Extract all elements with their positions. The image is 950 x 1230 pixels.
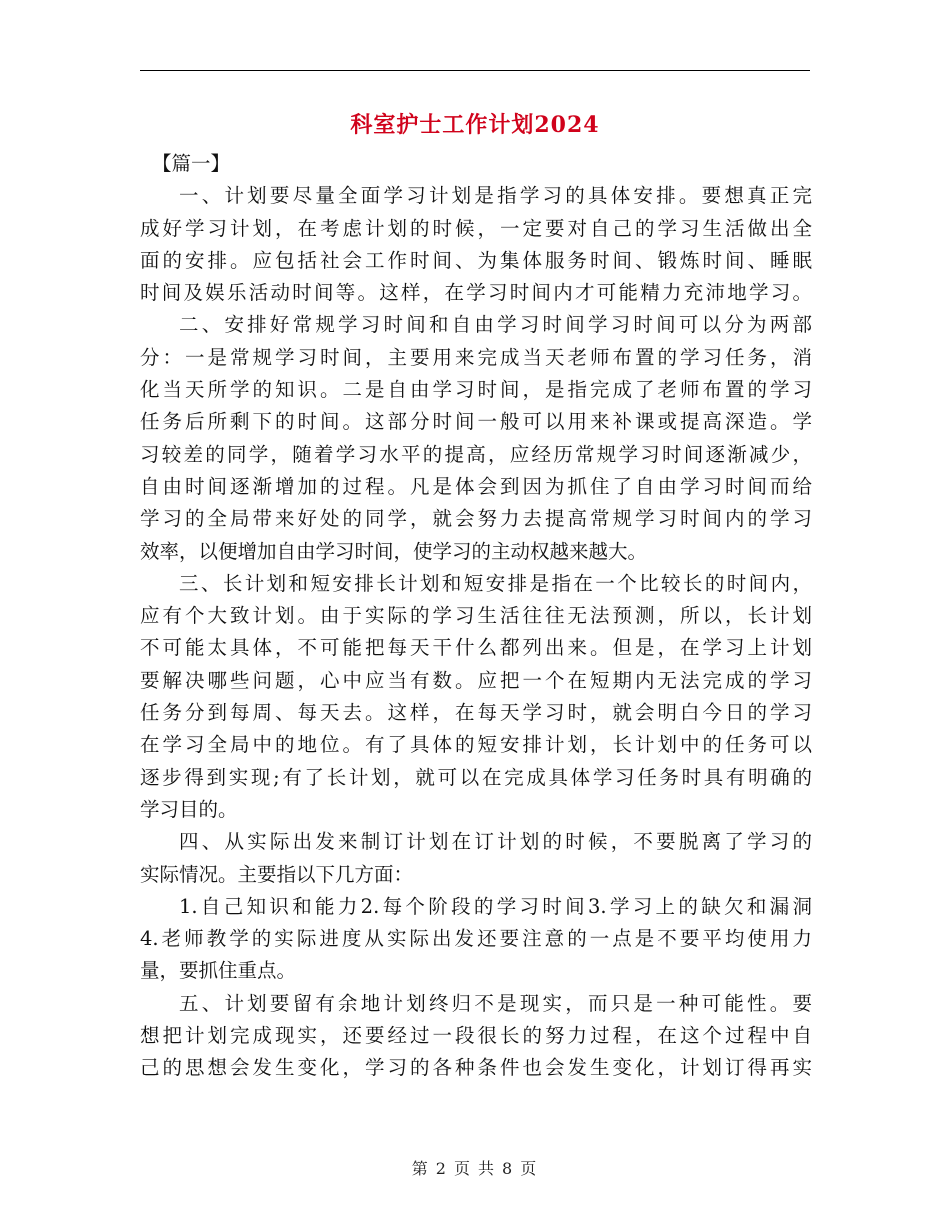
paragraph-line: 量，要抓住重点。 <box>140 959 297 983</box>
footer-page-word: 页 <box>453 1159 472 1178</box>
footer-suffix: 页 <box>520 1159 539 1178</box>
document-body <box>140 148 812 1085</box>
paragraph-line: 一、计划要尽量全面学习计划是指学习的具体安排。要想真正完 <box>179 184 812 208</box>
paragraph-line: 自由时间逐渐增加的过程。凡是体会到因为抓住了自由学习时间而给 <box>140 474 812 498</box>
paragraph-line: 时间及娱乐活动时间等。这样，在学习时间内才可能精力充沛地学习。 <box>140 281 812 305</box>
paragraph-line: 1.自己知识和能力2.每个阶段的学习时间3.学习上的缺欠和漏洞 <box>179 894 812 918</box>
paragraph-line: 四、从实际出发来制订计划在订计划的时候，不要脱离了学习的 <box>179 830 812 854</box>
paragraph-line: 成好学习计划，在考虑计划的时候，一定要对自己的学习生活做出全 <box>140 216 812 240</box>
paragraph-line: 应有个大致计划。由于实际的学习生活往往无法预测，所以，长计划 <box>140 604 812 628</box>
footer-total-word: 共 <box>478 1159 497 1178</box>
section-label: 【篇一】 <box>152 152 231 175</box>
paragraph-line: 在学习全局中的地位。有了具体的短安排计划，长计划中的任务可以 <box>140 733 812 757</box>
paragraph-line: 二、安排好常规学习时间和自由学习时间学习时间可以分为两部 <box>179 313 812 337</box>
paragraph-line: 化当天所学的知识。二是自由学习时间，是指完成了老师布置的学习 <box>140 378 812 402</box>
paragraph-line: 己的思想会发生变化，学习的各种条件也会发生变化，计划订得再实 <box>140 1056 812 1080</box>
page-footer <box>0 1156 950 1179</box>
paragraph-line: 学习的全局带来好处的同学，就会努力去提高常规学习时间内的学习 <box>140 507 812 531</box>
footer-total-pages: 8 <box>502 1159 515 1178</box>
paragraph-line: 不可能太具体，不可能把每天干什么都列出来。但是，在学习上计划 <box>140 636 812 660</box>
paragraph-line: 任务后所剩下的时间。这部分时间一般可以用来补课或提高深造。学 <box>140 410 812 434</box>
paragraph-line: 习较差的同学，随着学习水平的提高，应经历常规学习时间逐渐减少， <box>140 442 812 466</box>
paragraph-line: 学习目的。 <box>140 797 238 821</box>
paragraph-line: 逐步得到实现;有了长计划，就可以在完成具体学习任务时具有明确的 <box>140 765 812 789</box>
paragraph-line: 任务分到每周、每天去。这样，在每天学习时，就会明白今日的学习 <box>140 701 812 725</box>
paragraph-line: 效率，以便增加自由学习时间，使学习的主动权越来越大。 <box>140 539 648 563</box>
document-title: 科室护士工作计划2024 <box>350 112 600 138</box>
footer-current-page: 2 <box>435 1159 448 1178</box>
paragraph-line: 三、长计划和短安排长计划和短安排是指在一个比较长的时间内， <box>179 571 812 595</box>
paragraph-line: 面的安排。应包括社会工作时间、为集体服务时间、锻炼时间、睡眠 <box>140 248 812 272</box>
paragraph-line: 实际情况。主要指以下几方面： <box>140 862 414 886</box>
paragraph-line: 五、计划要留有余地计划终归不是现实，而只是一种可能性。要 <box>179 991 812 1015</box>
footer-prefix: 第 <box>411 1159 430 1178</box>
paragraph-line: 要解决哪些问题，心中应当有数。应把一个在短期内无法完成的学习 <box>140 668 812 692</box>
header-rule <box>140 70 810 71</box>
paragraph-line: 4.老师教学的实际进度从实际出发还要注意的一点是不要平均使用力 <box>140 927 812 951</box>
paragraph-line: 想把计划完成现实，还要经过一段很长的努力过程，在这个过程中自 <box>140 1024 812 1048</box>
paragraph-line: 分：一是常规学习时间，主要用来完成当天老师布置的学习任务，消 <box>140 345 812 369</box>
